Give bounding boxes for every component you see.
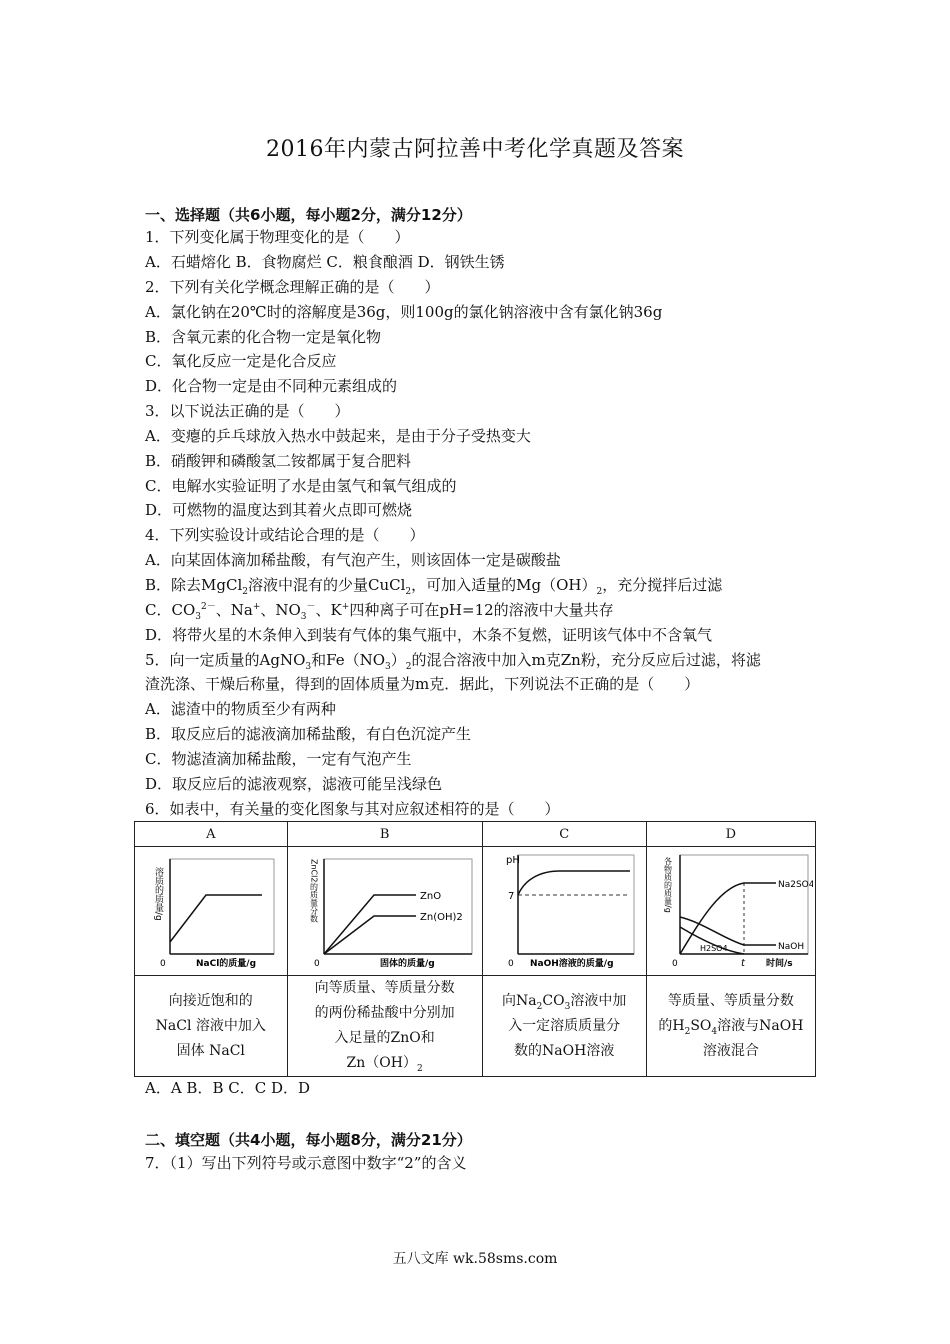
graph-a-xlabel: NaCl的质量/g bbox=[195, 959, 256, 969]
question-3-option-b: B．硝酸钾和磷酸氢二铵都属于复合肥料 bbox=[145, 452, 412, 470]
description-b: 向等质量、等质量分数 的两份稀盐酸中分别加 入足量的ZnO和 $Zn(OH)_2$ bbox=[287, 976, 482, 1077]
graph-b-line-znoh2 bbox=[324, 916, 416, 954]
graph-d-ylabel: 各物质的质量/g bbox=[663, 857, 673, 913]
question-4-option-b: B．除去MgCl$_2$溶液中混有的少量CuCl$_2$，可加入适量的$Mg(OH)_2$，充分搅拌后过滤 bbox=[145, 576, 723, 597]
graph-d-label-na2so4: Na2SO4 bbox=[778, 880, 814, 890]
question-3-option-c: C．电解水实验证明了水是由氢气和氧气组成的 bbox=[145, 477, 457, 495]
question-5-line-1: 5．向一定质量的AgNO$_3$和$Fe(NO_3)_2$的混合溶液中加入m克Zn粉，充分反应后过滤，将滤 bbox=[145, 651, 761, 672]
description-a: 向接近饱和的 NaCl 溶液中加入 固体 NaCl bbox=[135, 976, 288, 1077]
table-header-c: C bbox=[482, 822, 646, 847]
graph-d bbox=[648, 847, 813, 971]
graph-c-line bbox=[518, 871, 630, 895]
graph-c bbox=[484, 847, 644, 971]
table-header-b: B bbox=[287, 822, 482, 847]
graph-d-xlabel: 时间/s bbox=[766, 959, 794, 969]
question-2-option-b: B．含氧元素的化合物一定是氧化物 bbox=[145, 328, 382, 346]
graph-cell-a bbox=[135, 847, 288, 976]
footer: 五八文库 wk.58sms.com bbox=[392, 1251, 558, 1267]
graph-a bbox=[136, 847, 286, 971]
graph-a-origin: 0 bbox=[159, 959, 166, 969]
graph-d-label-naoh: NaOH bbox=[778, 942, 805, 952]
question-3: 3．以下说法正确的是（ ） bbox=[145, 402, 350, 420]
question-1-options: A．石蜡熔化 B．食物腐烂 C．粮食酿酒 D．钢铁生锈 bbox=[145, 253, 505, 271]
question-4-option-c: C．$CO_3^{2-}$、Na+、$NO_3^-$、K+四种离子可在pH=12的溶液中大量共存 bbox=[145, 601, 614, 622]
description-c: 向$Na_2CO_3$溶液中加 入一定溶质质量分 数的NaOH溶液 bbox=[482, 976, 646, 1077]
graph-b-ylabel: ZnCl2的质量分数 bbox=[309, 859, 319, 923]
graph-cell-c bbox=[482, 847, 646, 976]
graph-c-seven: 7 bbox=[508, 891, 515, 902]
question-5-option-b: B．取反应后的滤液滴加稀盐酸，有白色沉淀产生 bbox=[145, 725, 472, 743]
graph-d-t-label: t bbox=[741, 958, 746, 969]
question-6-options: A．A B．B C．C D．D bbox=[145, 1079, 311, 1097]
question-6-table bbox=[134, 821, 816, 1077]
question-4-option-a: A．向某固体滴加稀盐酸，有气泡产生，则该固体一定是碳酸盐 bbox=[145, 551, 561, 569]
question-6: 6．如表中，有关量的变化图象与其对应叙述相符的是（ ） bbox=[145, 800, 560, 818]
graph-b-label-zno: ZnO bbox=[419, 891, 441, 902]
question-3-option-a: A．变瘪的乒乓球放入热水中鼓起来，是由于分子受热变大 bbox=[145, 427, 531, 445]
graph-a-ylabel: 溶质的质量/g bbox=[152, 867, 163, 921]
table-header-d: D bbox=[646, 822, 815, 847]
graph-b bbox=[290, 847, 480, 971]
question-2: 2．下列有关化学概念理解正确的是（ ） bbox=[145, 278, 440, 296]
graph-b-origin: 0 bbox=[313, 959, 320, 969]
graph-c-xlabel: NaOH溶液的质量/g bbox=[530, 959, 614, 969]
graph-b-label-znoh2: Zn(OH)2 bbox=[419, 912, 463, 923]
description-d: 等质量、等质量分数 的$H_2SO_4$溶液与NaOH 溶液混合 bbox=[646, 976, 815, 1077]
graph-c-ylabel: pH bbox=[506, 855, 521, 866]
graph-cell-d bbox=[646, 847, 815, 976]
section-heading-1: 一、选择题（共6小题，每小题2分，满分12分） bbox=[145, 206, 472, 224]
question-5-option-c: C．物滤渣滴加稀盐酸，一定有气泡产生 bbox=[145, 750, 412, 768]
question-1: 1．下列变化属于物理变化的是（ ） bbox=[145, 228, 410, 246]
graph-d-line-na2so4 bbox=[680, 883, 776, 954]
graph-c-origin: 0 bbox=[508, 959, 514, 969]
question-4-option-d: D．将带火星的木条伸入到装有气体的集气瓶中，木条不复燃，证明该气体中不含氧气 bbox=[145, 626, 713, 644]
question-5-option-d: D．取反应后的滤液观察，滤液可能呈浅绿色 bbox=[145, 775, 443, 793]
page-title: 2016年内蒙古阿拉善中考化学真题及答案 bbox=[266, 137, 684, 162]
table-header-a: A bbox=[135, 822, 288, 847]
graph-a-line bbox=[170, 895, 262, 942]
question-4: 4．下列实验设计或结论合理的是（ ） bbox=[145, 526, 425, 544]
question-2-option-c: C．氧化反应一定是化合反应 bbox=[145, 352, 337, 370]
graph-b-xlabel: 固体的质量/g bbox=[379, 959, 435, 969]
question-5-line-2: 渣洗涤、干燥后称量，得到的固体质量为m克．据此，下列说法不正确的是（ ） bbox=[145, 675, 700, 693]
section-heading-2: 二、填空题（共4小题，每小题8分，满分21分） bbox=[145, 1131, 472, 1149]
graph-cell-b bbox=[287, 847, 482, 976]
graph-d-label-h2so4: H2SO4 bbox=[700, 944, 728, 953]
graph-d-origin: 0 bbox=[672, 959, 679, 969]
question-2-option-d: D．化合物一定是由不同种元素组成的 bbox=[145, 377, 398, 395]
graph-b-line-zno bbox=[324, 895, 416, 954]
question-7: 7．（1）写出下列符号或示意图中数字“2”的含义 bbox=[145, 1154, 467, 1172]
question-2-option-a: A．氯化钠在20℃时的溶解度是36g，则100g的氯化钠溶液中含有氯化钠36g bbox=[145, 303, 663, 321]
question-3-option-d: D．可燃物的温度达到其着火点即可燃烧 bbox=[145, 501, 413, 519]
question-5-option-a: A．滤渣中的物质至少有两种 bbox=[145, 700, 336, 718]
